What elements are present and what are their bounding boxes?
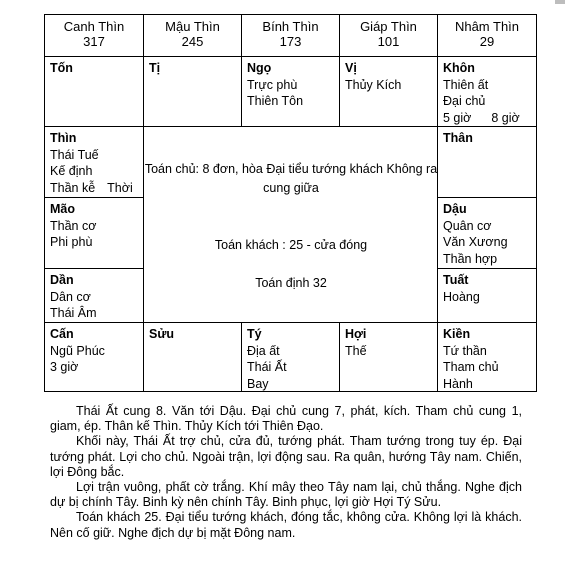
cell-title: Thân [443,131,473,145]
cell-thin [45,127,144,198]
cell-title: Dần [50,273,74,287]
hour-a: 5 giờ [443,110,472,125]
header-cell-giap-thin [340,15,438,57]
cell-title: Ngọ [247,61,272,75]
cell-line-hours [443,110,531,127]
scrollbar[interactable] [555,0,565,4]
cell-title: Tuất [443,273,469,287]
header-number: 173 [279,34,302,49]
cell-title: Tý [247,327,262,341]
cell-vi [340,57,438,127]
header-cell-mau-thin [144,15,242,57]
cell-line: Thần hợp [443,251,498,266]
header-cell-canh-thin [45,15,144,57]
commentary-paragraph: Lợi trận vuông, phất cờ trắng. Khí mây theo Tây nam lại, chủ thắng. Nghe địch dự bị chính Tây. Binh kỳ nên chính Tây. Binh phục, lợi giờ Hợi Tý Sửu. [50,480,522,510]
header-name: Bính Thìn [262,19,319,34]
cell-can [45,323,144,391]
cell-title: Tốn [50,61,73,75]
cell-line: Hoàng [443,289,480,304]
cell-suu [144,323,242,391]
cell-line: Thiên ất [443,77,489,92]
cell-line: Dân cơ [50,289,91,304]
commentary-paragraph: Thái Ất cung 8. Văn tới Dậu. Đại chủ cung 7, phát, kích. Tham chủ cung 1, giam, ép. Thân kế Thìn. Thủy Kích tới Thiên Đạo. [50,404,522,434]
cell-ngo [242,57,340,127]
cell-line: Thiên Tôn [247,94,304,108]
cell-line: Kế định [50,164,93,178]
cell-ti [144,57,242,127]
cell-line: Tham chủ [443,360,499,374]
header-name: Mậu Thìn [165,19,220,34]
cell-kien [438,323,536,391]
commentary-paragraph: Khối này, Thái Ất trợ chủ, cửa đủ, tướng phát. Tham tướng trong tuy ép. Đại tướng phát. Lợi cho chủ. Ngoài trận, lợi động sau. Ra quân, hướng Tây nam. Chiến, lợi Đông bắc. [50,434,522,479]
center-line: Toán khách : 25 - cửa đóng [214,238,368,252]
cell-line: Thế [345,343,367,358]
center-text-bottom [144,274,438,293]
header-name: Canh Thìn [63,19,125,34]
cell-line: Đại chủ [443,94,486,108]
cell-khon [438,57,536,127]
center-line: Không ra cung giữa [263,162,438,195]
cell-hoi [340,323,438,391]
cell-line: Ngũ Phúc [50,343,105,358]
center-line: Toán định 32 [255,276,327,290]
cell-line: Bay [247,376,269,391]
cell-title: Thìn [50,131,77,145]
cell-than [438,127,536,198]
cell-line: Thái Tuế [50,147,99,162]
cell-title: Cấn [50,327,74,341]
center-text-top [144,160,438,198]
cell-line: Thái Ất [247,360,287,374]
cell-title: Vị [345,61,357,75]
header-name: Nhâm Thìn [454,19,520,34]
cell-ty [242,323,340,391]
cell-line: Thái Âm [50,306,97,320]
cell-line: Thần cơ [50,218,97,233]
commentary-paragraph: Toán khách 25. Đại tiểu tướng khách, đóng tắc, không cửa. Không lợi là khách. Nên cố giữ. Nghe địch dự bị mặt Đông nam. [50,510,522,540]
header-cell-nham-thin [438,15,536,57]
cell-ton [45,57,144,127]
cell-line: Hành [443,376,473,391]
thai-at-chart-table [44,14,537,392]
cell-line: Quân cơ [443,218,492,233]
cell-title: Sửu [149,327,175,341]
header-cell-binh-thin [242,15,340,57]
center-line: Đại tiểu tướng khách [266,162,383,176]
cell-title: Hợi [345,327,367,341]
header-number: 29 [479,34,495,49]
hour-b: 8 giờ [491,110,520,125]
commentary-text [50,404,522,541]
cell-dan [45,269,144,323]
cell-line: Thủy Kích [345,77,402,92]
header-number: 101 [377,34,400,49]
cell-line: Trực phù [247,77,298,92]
cell-title: Khôn [443,61,475,75]
cell-title: Tị [149,61,161,75]
center-text-mid [144,236,438,255]
cell-line: Văn Xương [443,235,508,249]
cell-title: Kiền [443,327,471,341]
cell-line: 3 giờ [50,360,79,374]
cell-word-a: Thần kễ [50,180,96,195]
cell-title: Dậu [443,202,467,216]
cell-title: Mão [50,202,75,216]
center-line: Toán chủ: 8 đơn, hòa [144,162,263,176]
header-number: 317 [83,34,105,49]
header-name: Giáp Thìn [360,19,417,34]
cell-mao [45,198,144,269]
cell-line: Phi phù [50,235,93,249]
cell-line: Tứ thần [443,343,487,358]
cell-tuat [438,269,536,323]
cell-line: Địa ất [247,343,280,358]
cell-dau [438,198,536,269]
cell-center [144,127,438,323]
cell-word-b: Thời [107,180,133,195]
header-number: 245 [181,34,204,49]
cell-line-mixed [50,180,138,197]
